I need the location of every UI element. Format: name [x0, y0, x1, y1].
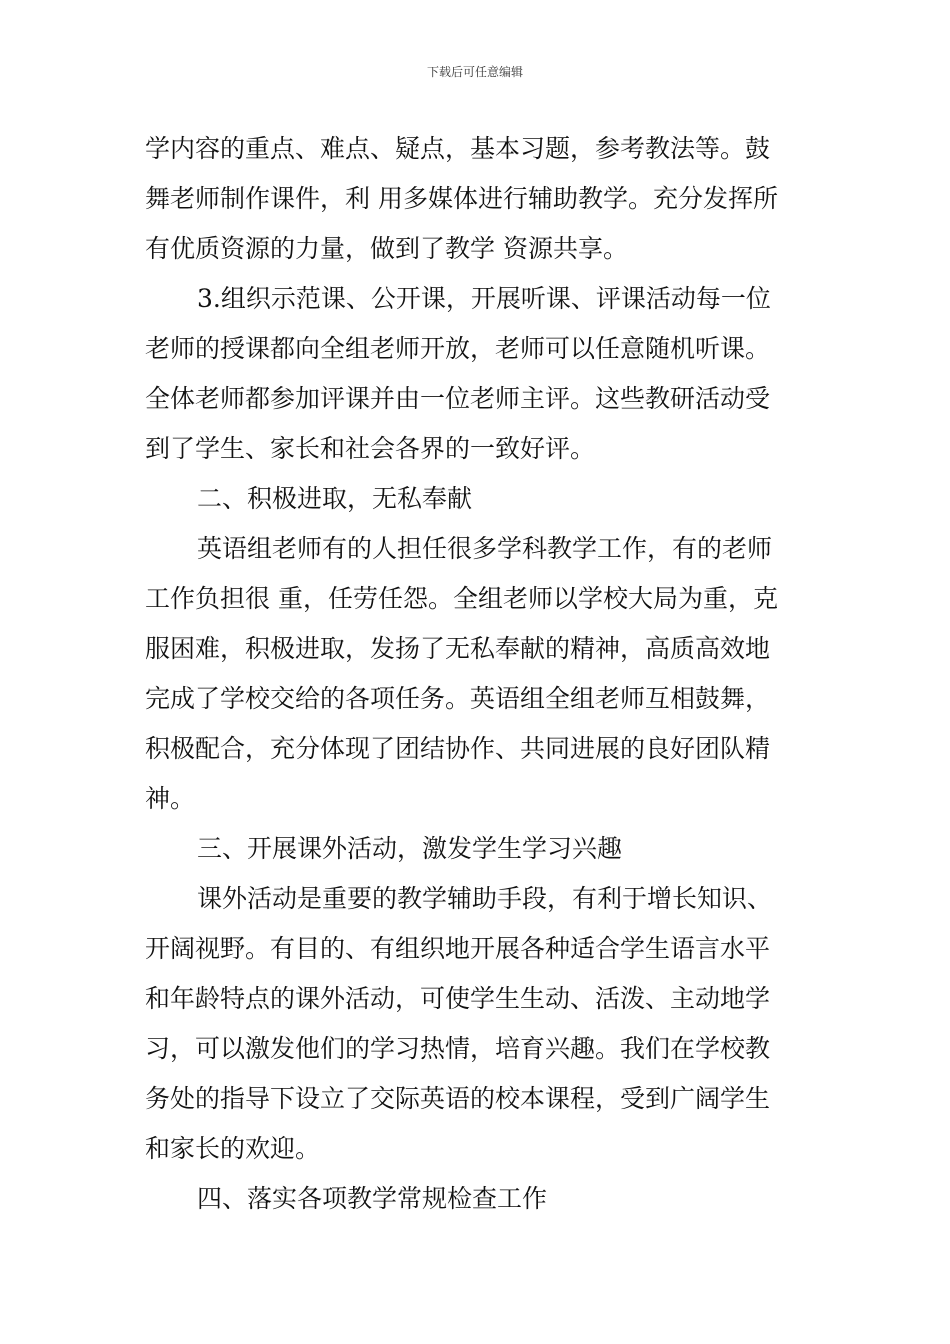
section-heading: 三、开展课外活动，激发学生学习兴趣 — [197, 834, 623, 863]
body-line: 开阔视野。有目的、有组织地开展各种适合学生语言水平 — [145, 934, 771, 963]
page-header-note: 下载后可任意编辑 — [426, 65, 523, 79]
body-line: 务处的指导下设立了交际英语的校本课程，受到广阔学生 — [145, 1084, 771, 1113]
body-line: 舞老师制作课件，利 用多媒体进行辅助教学。充分发挥所 — [145, 184, 778, 213]
body-line: 和年龄特点的课外活动，可使学生生动、活泼、主动地学 — [145, 984, 771, 1013]
body-line: 有优质资源的力量，做到了教学 资源共享。 — [145, 234, 628, 263]
body-line: 老师的授课都向全组老师开放，老师可以任意随机听课。 — [145, 334, 771, 363]
body-line: 课外活动是重要的教学辅助手段，有利于增长知识、 — [197, 884, 773, 913]
body-line: 全体老师都参加评课并由一位老师主评。这些教研活动受 — [145, 384, 771, 413]
body-line: 英语组老师有的人担任很多学科教学工作，有的老师 — [197, 534, 773, 563]
body-line: 神。 — [145, 784, 196, 813]
body-line: 工作负担很 重，任劳任怨。全组老师以学校大局为重，克 — [145, 584, 778, 613]
body-line: 习，可以激发他们的学习热情，培育兴趣。我们在学校教 — [145, 1034, 771, 1063]
body-line: 服困难，积极进取，发扬了无私奉献的精神，高质高效地 — [145, 634, 771, 663]
section-heading: 二、积极进取，无私奉献 — [197, 484, 473, 513]
body-line: 学内容的重点、难点、疑点，基本习题，参考教法等。鼓 — [145, 134, 771, 163]
body-line: 3.组织示范课、公开课，开展听课、评课活动每一位 — [197, 284, 771, 313]
body-line: 积极配合，充分体现了团结协作、共同进展的良好团队精 — [145, 734, 771, 763]
section-heading: 四、落实各项教学常规检查工作 — [197, 1184, 548, 1213]
body-line: 到了学生、家长和社会各界的一致好评。 — [145, 434, 596, 463]
body-line: 完成了学校交给的各项任务。英语组全组老师互相鼓舞， — [145, 684, 771, 713]
body-line: 和家长的欢迎。 — [145, 1134, 321, 1163]
